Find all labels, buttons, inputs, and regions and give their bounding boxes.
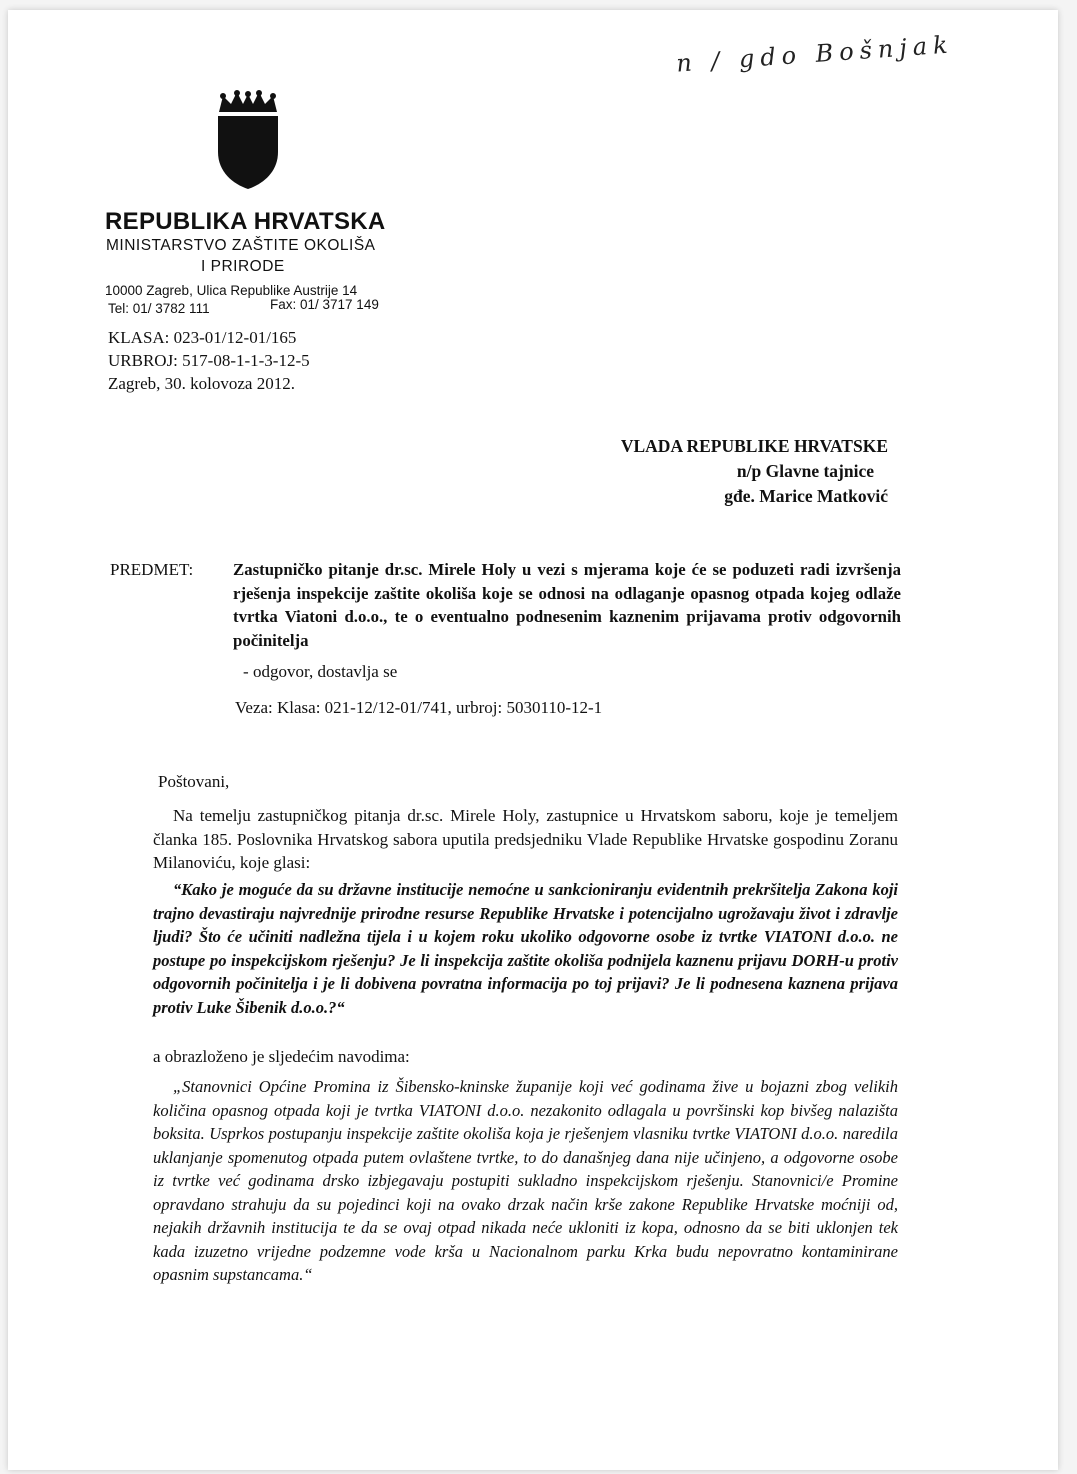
org-title: REPUBLIKA HRVATSKA xyxy=(105,208,386,235)
org-tel: Tel: 01/ 3782 111 xyxy=(108,301,210,316)
org-fax: Fax: 01/ 3717 149 xyxy=(270,297,379,312)
recipient-line3: gđe. Marice Matković xyxy=(724,486,888,506)
reply-text: odgovor, dostavlja se xyxy=(253,662,398,681)
ref-urbroj: URBROJ: 517-08-1-1-3-12-5 xyxy=(108,351,310,370)
subject-text: Zastupničko pitanje dr.sc. Mirele Holy u vezi s mjerama koje će se poduzeti radi izvršenja rješenja inspekcije zaštite okoliša koje se odnosi na odlaganje opasnog otpada kojeg odlaže tvrtka Viatoni d.o.o., te o eventualno podnesenim kaznenim prijavama protiv odgovornih počinitelja xyxy=(233,560,901,650)
org-address: 10000 Zagreb, Ulica Republike Austrije 14 xyxy=(105,283,358,298)
ministry-line2: I PRIRODE xyxy=(201,258,285,275)
recipient-line2: n/p Glavne tajnice xyxy=(736,461,874,481)
coat-of-arms-icon xyxy=(213,90,283,190)
ref-place-date: Zagreb, 30. kolovoza 2012. xyxy=(108,374,295,393)
intro-paragraph: Na temelju zastupničkog pitanja dr.sc. Mirele Holy, zastupnice u Hrvatskom saboru, koje je temeljem članka 185. Poslovnika Hrvatskog sabora uputila predsjedniku Vlade Republike Hrvatske gospodinu Zoranu Milanoviću, koje glasi: xyxy=(153,806,898,872)
reply-dash: - xyxy=(243,662,249,681)
subject-label: PREDMET: xyxy=(110,560,194,579)
question-quote: “Kako je moguće da su državne institucije nemoćne u sankcioniranju evidentnih prekršitelja Zakona koji trajno devastiraju najvrednije prirodne resurse Republike Hrvatske i potencijalno ugrožavaju život i zdravlje ljudi? Što će učiniti nadležna tijela i u kojem roku ukoliko odgovorne osobe iz tvrtke VIATONI d.o.o. ne postupe po inspekcijskom rješenju? Je li inspekcija zaštite okoliša podnijela kaznenu prijavu DORH-u protiv odgovornih počinitelja i je li dobivena povratna informacija po toj prijavi? Je li podnesena kaznena prijava protiv Luke Šibenik d.o.o.?“ xyxy=(153,880,898,1017)
explanation-quote: „Stanovnici Općine Promina iz Šibensko-kninske županije koji već godinama žive u bojazni zbog velikih količina opasnog otpada koji je tvrtka VIATONI d.o.o. nezakonito odlagala u površinski kop bivšeg nalazišta boksita. Usprkos postupanju inspekcije zaštite okoliša koja je rješenjem vlasniku tvrtke VIATONI d.o.o. naredila uklanjanje spomenutog otpada putem ovlaštene tvrtke, to do današnjeg dana nije učinjeno, a odgovorne osobe iz tvrtke već godinama drsko izbjegavaju postupiti sukladno inspekcijskom rješenju. Stanovnici/e Promine opravdano strahuju da su pojedinci koji na ovako drzak način krše zakone Republike Hrvatske moćniji od, nejakih državnih institucija te da se ovaj otpad nikada neće ukloniti iz kopa, odnosno da se biti uklonjen tek kada izuzetno vrijedne podzemne vode krša u Nacionalnom parku Krka budu nepovratno kontaminirane opasnim supstancama.“ xyxy=(153,1077,898,1284)
reference-link: Veza: Klasa: 021-12/12-01/741, urbroj: 5030110-12-1 xyxy=(235,698,603,717)
handwritten-note: n / gdo Bošnjak xyxy=(675,30,955,78)
explained-line: a obrazloženo je sljedećim navodima: xyxy=(153,1047,410,1066)
ref-klasa: KLASA: 023-01/12-01/165 xyxy=(108,328,297,347)
greeting: Poštovani, xyxy=(158,772,230,791)
recipient-line1: VLADA REPUBLIKE HRVATSKE xyxy=(620,436,888,456)
ministry-line1: MINISTARSTVO ZAŠTITE OKOLIŠA xyxy=(106,237,376,254)
document-page xyxy=(8,10,1058,1470)
recipient-block xyxy=(621,434,888,509)
